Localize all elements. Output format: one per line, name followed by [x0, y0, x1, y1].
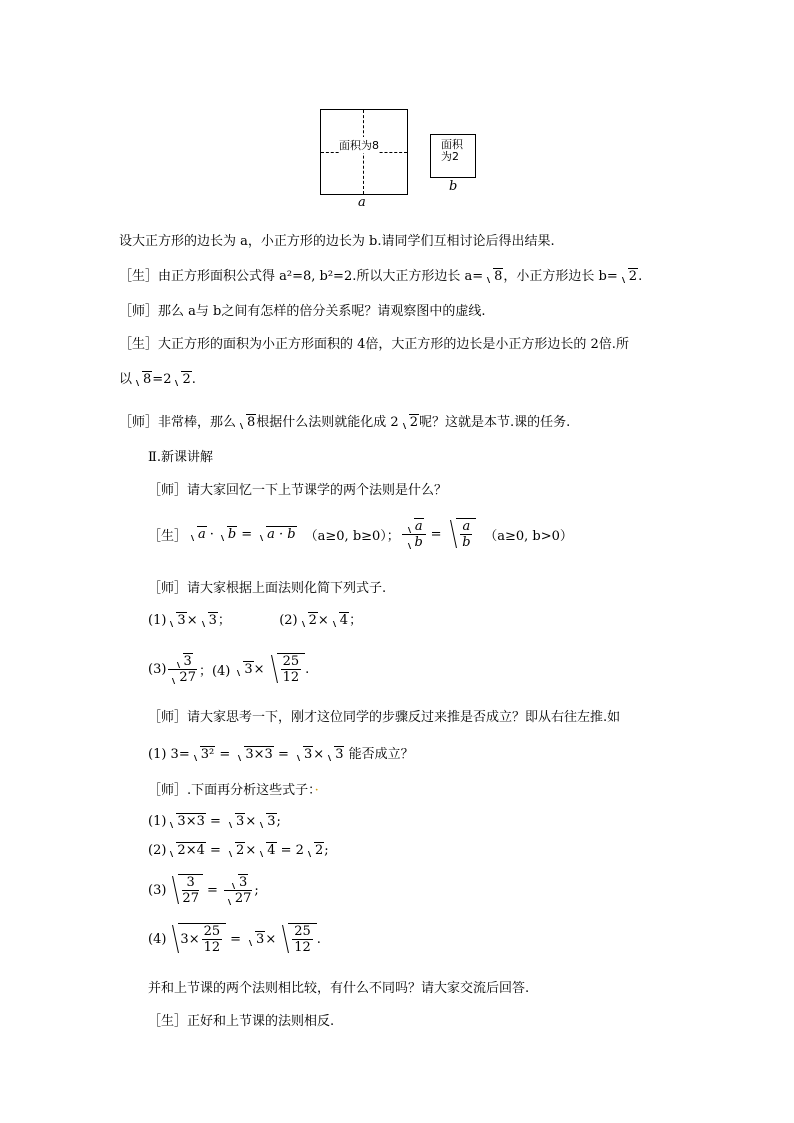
equation-1: (1) 3×3 = 3× 3; — [148, 814, 281, 829]
text-line: 设大正方形的边长为 a，小正方形的边长为 b.请同学们互相讨论后得出结果. — [119, 234, 555, 249]
text-line: ［生］大正方形的面积为小正方形面积的 4倍，大正方形的边长是小正方形边长的 2倍.所 — [119, 337, 629, 352]
equation-3: (3) $\frac{3}{27}$ = $\frac{3}{27}$ ; — [148, 874, 259, 906]
exercise-line: (3) $\frac{3}{27}$ ；(4) 3 × $\frac{25}{12}$ . — [148, 653, 310, 685]
text-line: 并和上节课的两个法则相比较，有什么不同吗？请大家交流后回答. — [148, 981, 530, 996]
text-line: ［生］正好和上节课的法则相反. — [148, 1014, 335, 1029]
equation-2: (2) 2×4 = 2× 4 = 2 2; — [148, 843, 329, 858]
small-square-figure — [430, 134, 476, 178]
side-a-label: a — [358, 195, 366, 210]
text-line: 以 8=2 2. — [119, 372, 196, 387]
rule-line: ［生］ a · b = a · b （a≥0, b≥0）； $\frac{a}{b}$ = $\frac{a}{b}$ （a≥0, b>0） — [148, 518, 573, 550]
text-line: ［师］非常棒，那么 8根据什么法则就能化成 2 2呢？这就是本节.课的任务. — [119, 415, 571, 430]
text-line: (1) 3= 3² = 3×3 = 3× 3 能否成立？ — [148, 747, 414, 762]
large-square-figure — [320, 109, 408, 195]
text-line: ［师］请大家回忆一下上节课学的两个法则是什么？ — [148, 483, 448, 498]
section-heading: Ⅱ.新课讲解 — [148, 450, 213, 465]
text-line: ［师］请大家思考一下，刚才这位同学的步骤反过来推是否成立？即从右往左推.如 — [148, 710, 621, 725]
exercise-line: (1) 3× 3； (2) 2× 4； — [148, 613, 363, 628]
equation-4: (4) 3× $\frac{25}{12}$ = 3 × $\frac{25}{12}$ . — [148, 924, 321, 955]
text-line: ［师］请大家根据上面法则化简下列式子. — [148, 581, 387, 596]
small-square-label: 面积为2 — [441, 138, 463, 163]
side-b-label: b — [449, 179, 458, 194]
large-square-label: 面积为8 — [339, 139, 379, 152]
text-line: ［生］由正方形面积公式得 a²=8, b²=2.所以大正方形边长 a= 8，小正方形边长 b= 2. — [119, 269, 643, 284]
text-line: ［师］那么 a与 b之间有怎样的倍分关系呢？请观察图中的虚线. — [119, 304, 486, 319]
text-line: ［师］.下面再分析这些式子：· — [148, 783, 319, 798]
